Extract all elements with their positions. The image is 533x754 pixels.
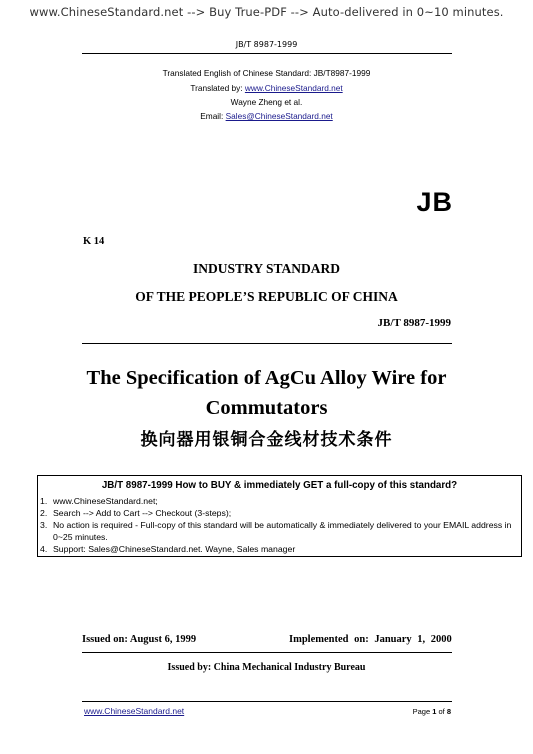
purchase-heading: JB/T 8987-1999 How to BUY & immediately GET a full-copy of this standard? [101,480,458,491]
standard-number: JB/T 8987-1999 [377,317,451,329]
country-heading: OF THE PEOPLE’S REPUBLIC OF CHINA [135,289,398,304]
step-text: No action is required - Full-copy of this standard will be automatically & immediately delivered to your EMAIL address in 0~25 minutes. [53,520,512,542]
issued-date: Issued on: August 6, 1999 [82,634,197,645]
document-title-line2: Commutators [205,397,328,419]
title-divider [82,343,452,344]
issuer-divider [82,652,452,653]
header-doc-code: JB/T 8987-1999 [235,40,298,49]
purchase-steps [40,495,518,555]
footer-divider [82,701,452,702]
implemented-date: Implemented on: January 1, 2000 [289,634,452,645]
header-divider [82,53,452,54]
page-total: 8 [446,707,451,716]
page-number [413,707,451,716]
step-number: 2. [40,508,48,518]
ics-code: K 14 [83,236,105,247]
purchase-step [40,507,518,519]
email-link[interactable]: Sales@ChineseStandard.net [225,111,333,121]
translated-by-link[interactable]: www.ChineseStandard.net [244,83,343,93]
step-text[interactable]: www.ChineseStandard.net; [53,496,158,506]
translated-by [0,83,533,93]
step-number: 3. [40,520,48,530]
page-of: of [436,707,447,716]
email-line [0,111,533,121]
step-number: 4. [40,544,48,554]
document-title-line1: The Specification of AgCu Alloy Wire for [86,367,447,389]
purchase-step [40,495,518,507]
translator-name: Wayne Zheng et al. [230,97,303,107]
step-text: Search --> Add to Cart --> Checkout (3-steps); [53,508,232,518]
document-title-chinese: 换向器用银铜合金线材技术条件 [140,430,393,450]
jb-logo: JB [416,187,453,217]
translation-note: Translated English of Chinese Standard: JB/T8987-1999 [162,68,371,78]
step-text: Support: Sales@ChineseStandard.net. Wayne, Sales manager [53,544,296,554]
purchase-step [40,543,518,555]
translated-by-label: Translated by: [190,83,245,93]
industry-standard-heading: INDUSTRY STANDARD [193,261,340,276]
step-number: 1. [40,496,48,506]
page-label: Page [412,707,433,716]
email-label: Email: [200,111,226,121]
top-banner: www.ChineseStandard.net --> Buy True-PDF --> Auto-delivered in 0~10 minutes. [29,5,504,19]
purchase-step [40,519,518,543]
purchase-info-box [37,475,522,557]
page-current: 1 [432,707,437,716]
issuing-authority: Issued by: China Mechanical Industry Bureau [167,662,366,673]
footer-link[interactable]: www.ChineseStandard.net [84,706,185,716]
